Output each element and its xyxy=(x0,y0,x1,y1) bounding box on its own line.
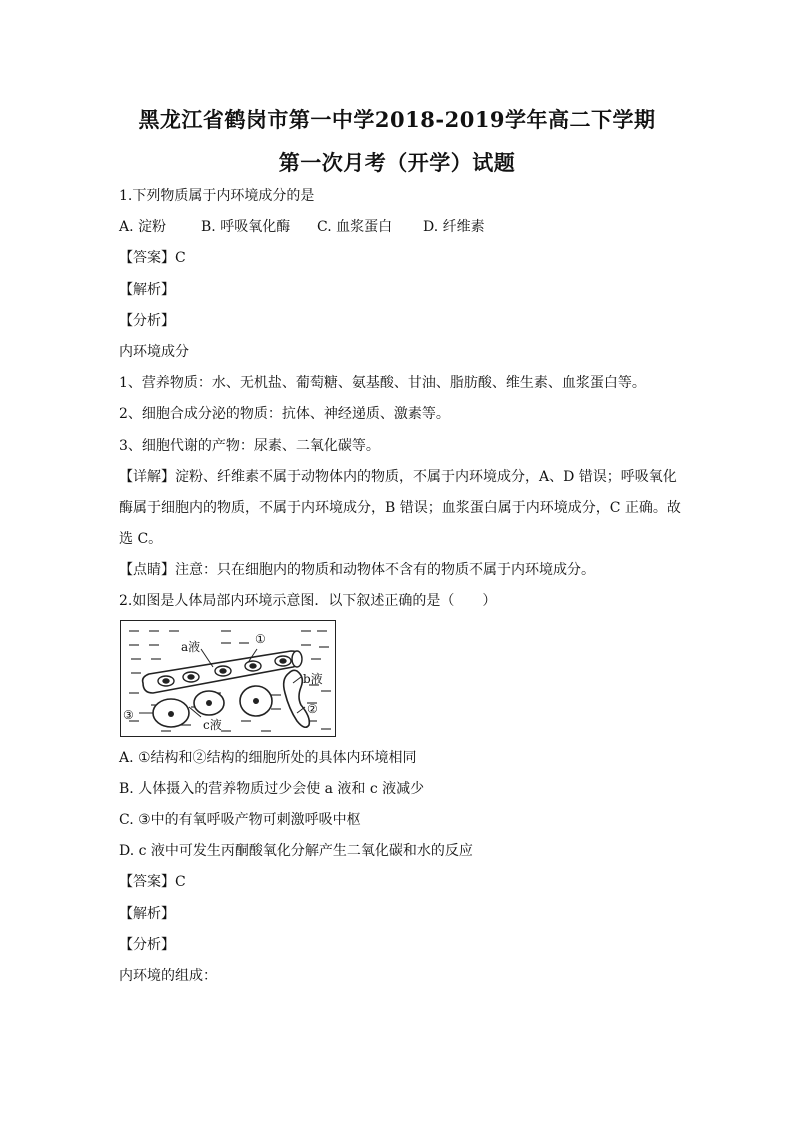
q1-intro: 内环境成分 xyxy=(119,344,189,360)
diagram-svg xyxy=(121,621,337,738)
q1-option-a: A. 淀粉 xyxy=(119,219,167,235)
q1-point-2: 2、细胞合成分泌的物质：抗体、神经递质、激素等。 xyxy=(119,406,450,422)
q1-option-c: C. 血浆蛋白 xyxy=(317,219,393,235)
label-structure-1: ① xyxy=(255,632,266,646)
label-structure-3: ③ xyxy=(123,708,134,722)
capillary xyxy=(143,651,302,693)
label-c-fluid: c液 xyxy=(203,718,222,732)
label-b-fluid: b液 xyxy=(303,672,323,686)
internal-environment-diagram xyxy=(120,620,336,737)
q2-intro: 内环境的组成： xyxy=(119,968,217,984)
q1-answer: 【答案】C xyxy=(119,250,186,266)
q2-option-b: B. 人体摄入的营养物质过少会使 a 液和 c 液减少 xyxy=(119,781,425,797)
q1-detail-line-3: 选 C。 xyxy=(119,531,163,547)
q1-point-3: 3、细胞代谢的产物：尿素、二氧化碳等。 xyxy=(119,438,380,454)
q1-option-b: B. 呼吸氧化酶 xyxy=(201,219,291,235)
label-structure-2: ② xyxy=(307,702,318,716)
document-title-line-1: 黑龙江省鹤岗市第一中学2018-2019学年高二下学期 xyxy=(138,107,656,132)
question-1-stem: 1.下列物质属于内环境成分的是 xyxy=(119,188,315,204)
q2-breakdown-heading: 【分析】 xyxy=(119,937,175,953)
q1-detail-line-2: 酶属于细胞内的物质，不属于内环境成分，B 错误；血浆蛋白属于内环境成分，C 正确。故 xyxy=(119,500,681,516)
q1-option-d: D. 纤维素 xyxy=(423,219,485,235)
question-2-stem: 2.如图是人体局部内环境示意图．以下叙述正确的是（ ） xyxy=(119,593,497,609)
q1-point-1: 1、营养物质：水、无机盐、葡萄糖、氨基酸、甘油、脂肪酸、维生素、血浆蛋白等。 xyxy=(119,375,646,391)
q2-option-a: A. ①结构和②结构的细胞所处的具体内环境相同 xyxy=(119,750,417,766)
document-title-line-2: 第一次月考（开学）试题 xyxy=(278,150,516,175)
q2-option-d: D. c 液中可发生丙酮酸氧化分解产生二氧化碳和水的反应 xyxy=(119,843,473,859)
q1-analysis-heading: 【解析】 xyxy=(119,282,175,298)
q1-breakdown-heading: 【分析】 xyxy=(119,313,175,329)
question-1-options xyxy=(119,218,485,236)
label-a-fluid: a液 xyxy=(181,640,201,654)
q2-answer: 【答案】C xyxy=(119,874,186,890)
q1-tip: 【点睛】注意：只在细胞内的物质和动物体不含有的物质不属于内环境成分。 xyxy=(119,562,595,578)
q2-analysis-heading: 【解析】 xyxy=(119,906,175,922)
q2-option-c: C. ③中的有氧呼吸产物可刺激呼吸中枢 xyxy=(119,812,361,828)
q1-detail-line-1: 【详解】淀粉、纤维素不属于动物体内的物质，不属于内环境成分，A、D 错误；呼吸氧化 xyxy=(119,469,677,485)
